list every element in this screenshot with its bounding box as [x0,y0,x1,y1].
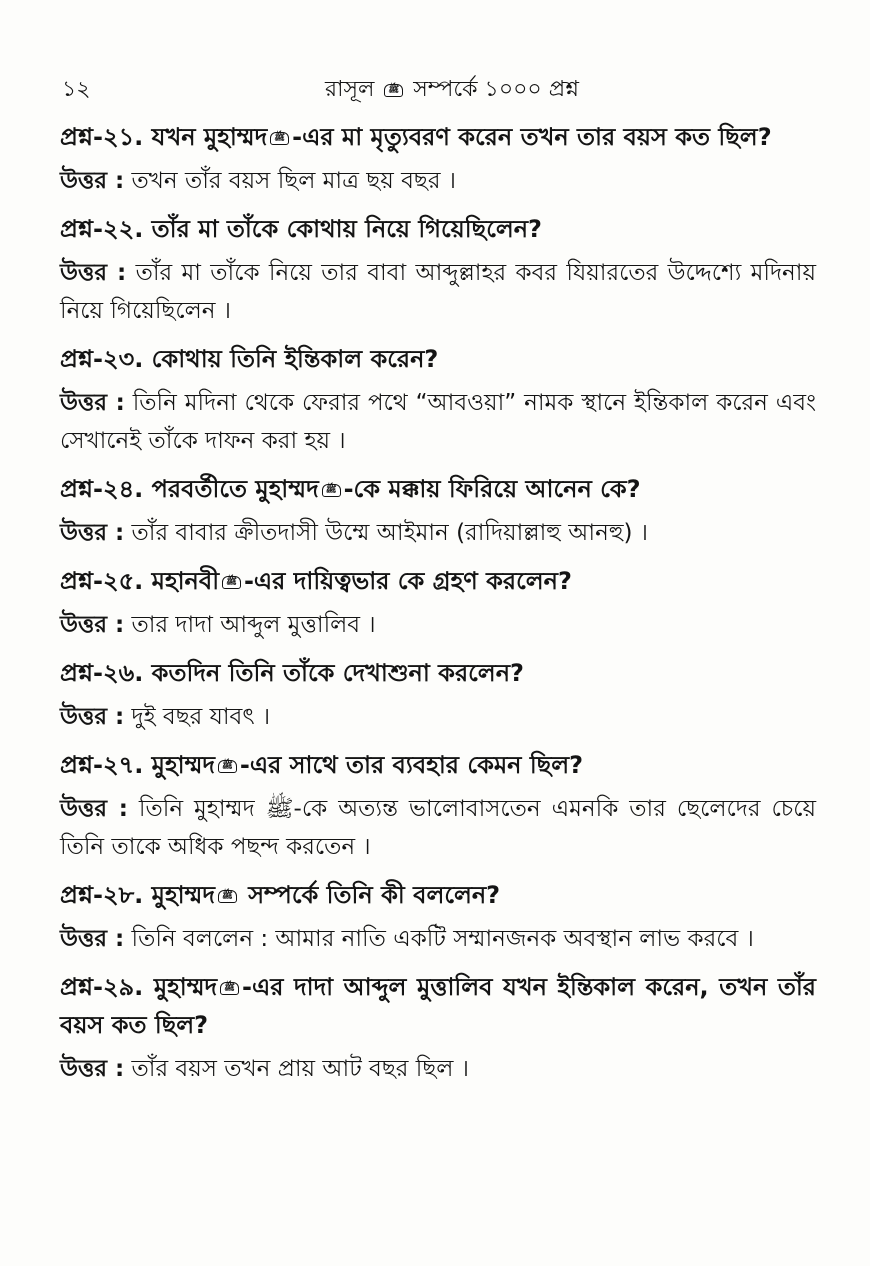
question-text-cont: -এর দাদা আব্দুল মুত্তালিব যখন ইন্তিকাল করেন, তখন তাঁর বয়স কত ছিল? [60,973,816,1039]
question-text: তাঁর মা তাঁকে কোথায় নিয়ে গিয়েছিলেন? [151,215,542,243]
question-text: পরবর্তীতে মুহাম্মদ [151,475,319,503]
answer-label: উত্তর : [60,612,125,638]
answer-text: তাঁর মা তাঁকে নিয়ে তার বাবা আব্দুল্লাহর কবর যিয়ারতের উদ্দেশ্যে মদিনায় নিয়ে গিয়েছিলেন । [60,260,816,324]
running-title-before: রাসূল [325,77,375,102]
question [60,654,816,692]
answer-label: উত্তর : [60,168,125,194]
running-title-after: সম্পর্কে ১০০০ প্রশ্ন [413,77,579,102]
answer [60,162,816,200]
question-label: প্রশ্ন-২১. [60,123,144,151]
question [60,746,816,784]
answer-text: তিনি মদিনা থেকে ফেরার পথে “আবওয়া” নামক স্থানে ইন্তিকাল করেন এবং সেখানেই তাঁকে দাফন করা হয় । [60,390,816,454]
answer-label: উত্তর : [60,926,125,952]
salawat-icon: ﷺ [322,484,341,497]
answer [60,920,816,958]
page-number: ১২ [62,77,91,102]
question-label: প্রশ্ন-২৯. [60,973,144,1001]
salawat-icon: ﷺ [218,890,237,903]
answer-text: তখন তাঁর বয়স ছিল মাত্র ছয় বছর । [131,168,457,194]
question [60,210,816,248]
qa-item [60,876,816,958]
answer-text: তিনি বললেন : আমার নাতি একটি সম্মানজনক অবস্থান লাভ করবে । [131,926,754,952]
answer-label: উত্তর : [60,796,128,822]
question [60,968,816,1044]
qa-item [60,746,816,866]
question [60,562,816,600]
answer-label: উত্তর : [60,520,125,546]
answer-label: উত্তর : [60,704,125,730]
answer [60,1050,816,1088]
qa-item [60,340,816,460]
question-text: কোথায় তিনি ইন্তিকাল করেন? [151,345,439,373]
answer [60,384,816,460]
question [60,470,816,508]
question [60,340,816,378]
salawat-icon: ﷺ [218,760,237,773]
answer-label: উত্তর : [60,260,127,286]
qa-list [60,118,816,1098]
running-title [212,72,692,109]
answer-text: তাঁর বাবার ক্রীতদাসী উম্মে আইমান (রাদিয়াল্লাহু আনহু) । [131,520,649,546]
answer-text: তার দাদা আব্দুল মুত্তালিব । [131,612,376,638]
question-text-cont: সম্পর্কে তিনি কী বললেন? [248,881,501,909]
question-label: প্রশ্ন-২৬. [60,659,144,687]
question-label: প্রশ্ন-২৮. [60,881,144,909]
question-text-cont: -এর মা মৃত্যুবরণ করেন তখন তার বয়স কত ছিল? [292,123,772,151]
answer [60,606,816,644]
question-label: প্রশ্ন-২২. [60,215,144,243]
answer [60,514,816,552]
answer [60,254,816,330]
qa-item [60,470,816,552]
salawat-icon: ﷺ [220,982,239,995]
qa-item [60,210,816,330]
page-header [62,68,822,108]
answer-text: তাঁর বয়স তখন প্রায় আট বছর ছিল । [131,1056,469,1082]
question-text: মুহাম্মদ [151,751,215,779]
question [60,118,816,156]
qa-item [60,118,816,200]
question-text-cont: -এর দায়িত্বভার কে গ্রহণ করলেন? [243,567,572,595]
answer-text: দুই বছর যাবৎ । [131,704,271,730]
salawat-icon: ﷺ [222,576,241,589]
question-label: প্রশ্ন-২৫. [60,567,144,595]
answer [60,698,816,736]
question-label: প্রশ্ন-২৩. [60,345,144,373]
question-text: যখন মুহাম্মদ [151,123,268,151]
question-text: মুহাম্মদ [153,973,218,1001]
answer [60,790,816,866]
qa-item [60,968,816,1088]
answer-text: তিনি মুহাম্মদ ﷺ-কে অত্যন্ত ভালোবাসতেন এমনকি তার ছেলেদের চেয়ে তিনি তাকে অধিক পছন্দ করতেন । [60,796,817,860]
qa-item [60,654,816,736]
question-label: প্রশ্ন-২৪. [60,475,144,503]
answer-label: উত্তর : [60,390,125,416]
question-text: মহানবী [151,567,220,595]
question-label: প্রশ্ন-২৭. [60,751,144,779]
question-text: কতদিন তিনি তাঁকে দেখাশুনা করলেন? [151,659,524,687]
question-text: মুহাম্মদ [151,881,215,909]
salawat-icon: ﷺ [270,132,289,145]
question-text-cont: -এর সাথে তার ব্যবহার কেমন ছিল? [239,751,584,779]
answer-label: উত্তর : [60,1056,125,1082]
salawat-icon: ﷺ [384,84,403,97]
qa-item [60,562,816,644]
question [60,876,816,914]
question-text-cont: -কে মক্কায় ফিরিয়ে আনেন কে? [343,475,641,503]
